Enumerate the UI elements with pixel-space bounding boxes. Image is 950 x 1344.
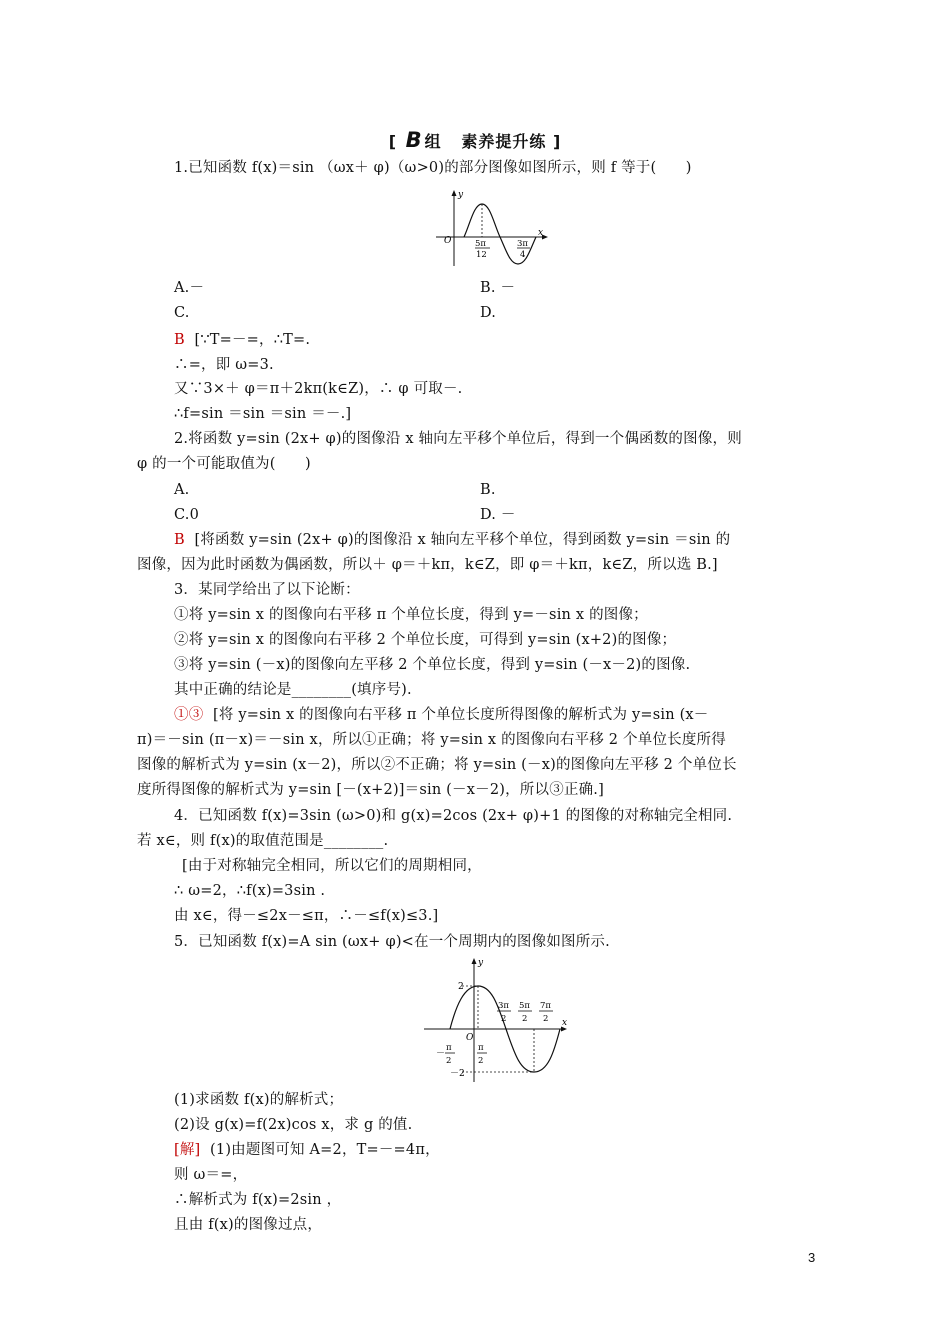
q5-x-label: x bbox=[562, 1018, 568, 1028]
q3-statement-2: ②将 y=sin x 的图像向右平移 2 个单位长度，可得到 y=sin (x+2)的图像； bbox=[174, 632, 677, 648]
q5-t2-den: 2 bbox=[522, 1014, 528, 1024]
q3-statement-1: ①将 y=sin x 的图像向右平移 π 个单位长度，得到 y=－sin x 的图像； bbox=[174, 607, 648, 623]
q3-answer-mark: ①③ bbox=[174, 707, 204, 723]
q3-stem: 3．某同学给出了以下论断： bbox=[174, 582, 360, 598]
q1-answer-mark: B bbox=[174, 332, 185, 348]
q1-solution-line1: B [∵T=－=，∴T=. bbox=[174, 332, 311, 348]
q1-solution-line3: 又∵3×＋ φ＝π＋2kπ(k∈Z)，∴ φ 可取－. bbox=[174, 381, 463, 397]
q4-stem-line1: 4．已知函数 f(x)=3sin (ω>0)和 g(x)=2cos (2x+ φ)+1 的图像的对称轴完全相同. bbox=[174, 808, 733, 824]
q4-solution-line3: 由 x∈，得－≤2x－≤π，∴－≤f(x)≤3.] bbox=[174, 908, 439, 924]
q5-graph bbox=[422, 956, 572, 1086]
q1-option-d: D. bbox=[480, 305, 497, 321]
header-bracket-open: [ bbox=[388, 132, 398, 151]
q5-solution-line3: ∴解析式为 f(x)=2sin ， bbox=[174, 1192, 342, 1208]
q3-solution-line2: π)＝－sin (π－x)＝－sin x，所以①正确；将 y=sin x 的图像向右平移 2 个单位长度所得 bbox=[137, 732, 726, 748]
q5-neg-sign: － bbox=[436, 1049, 446, 1059]
q3-statement-3: ③将 y=sin (－x)的图像向左平移 2 个单位长度，得到 y=sin (－x－2)的图像. bbox=[174, 657, 691, 673]
q1-stem: 1.已知函数 f(x)＝sin （ωx＋ φ)（ω>0)的部分图像如图所示，则 f 等于( ) bbox=[174, 160, 692, 176]
q5-y-label: y bbox=[478, 958, 484, 968]
q1-tick2-den: 4 bbox=[520, 250, 526, 260]
q5-origin: O bbox=[466, 1033, 474, 1043]
q1-y-label: y bbox=[458, 190, 464, 200]
q3-solution-line1: ①③ [将 y=sin x 的图像向右平移 π 个单位长度所得图像的解析式为 y=sin (x－ bbox=[174, 707, 709, 723]
q4-solution-line1: [由于对称轴完全相同，所以它们的周期相同， bbox=[182, 858, 482, 874]
group-text: 组 bbox=[424, 132, 442, 151]
q5-part1: (1)求函数 f(x)的解析式； bbox=[174, 1092, 344, 1108]
q2-option-d: D. － bbox=[480, 507, 516, 523]
q5-stem: 5．已知函数 f(x)=A sin (ωx+ φ)<在一个周期内的图像如图所示. bbox=[174, 934, 610, 950]
q5-t3-num: 7π bbox=[540, 1001, 551, 1011]
q3-solution-line4: 度所得图像的解析式为 y=sin [－(x+2)]＝sin (－x－2)，所以③正确.] bbox=[137, 782, 604, 798]
q5-neg-half-pi-den: 2 bbox=[446, 1056, 452, 1066]
q5-half-pi-num: π bbox=[478, 1043, 484, 1053]
q2-stem-line2: φ 的一个可能取值为( ) bbox=[137, 456, 311, 472]
q1-tick1-num: 5π bbox=[475, 239, 486, 249]
q1-solution-line2: ∴=，即 ω=3. bbox=[174, 357, 274, 373]
q1-origin: O bbox=[444, 236, 452, 246]
section-title: 素养提升练 bbox=[461, 132, 547, 151]
q5-part2: (2)设 g(x)=f(2x)cos x，求 g 的值. bbox=[174, 1117, 413, 1133]
q2-option-c: C.0 bbox=[174, 507, 200, 523]
q1-graph bbox=[432, 190, 552, 268]
q4-solution-line2: ∴ ω=2，∴f(x)=3sin . bbox=[174, 883, 326, 899]
q3-solution-line3: 图像的解析式为 y=sin (x－2)，所以②不正确；将 y=sin (－x)的图像向左平移 2 个单位长 bbox=[137, 757, 737, 773]
q5-answer-mark: [解] bbox=[174, 1142, 201, 1158]
group-letter: B bbox=[405, 128, 423, 152]
q2-option-b: B. bbox=[480, 482, 496, 498]
q5-t3-den: 2 bbox=[543, 1014, 549, 1024]
q5-t1-den: 2 bbox=[501, 1014, 507, 1024]
q5-solution-line1: [解] (1)由题图可知 A=2，T=－=4π， bbox=[174, 1142, 440, 1158]
q5-t2-num: 5π bbox=[519, 1001, 530, 1011]
q5-t1-num: 3π bbox=[498, 1001, 509, 1011]
header-bracket-close: ] bbox=[552, 132, 562, 151]
q1-x-label: x bbox=[538, 228, 544, 238]
page-number: 3 bbox=[808, 1250, 816, 1265]
q4-stem-line2: 若 x∈，则 f(x)的取值范围是________. bbox=[137, 833, 389, 849]
q5-y-top: 2 bbox=[458, 982, 464, 992]
q1-tick1-den: 12 bbox=[476, 250, 487, 260]
q1-option-c: C. bbox=[174, 305, 190, 321]
q5-y-bottom: －2 bbox=[450, 1069, 465, 1079]
q1-tick2-num: 3π bbox=[517, 239, 528, 249]
q1-option-a: A.－ bbox=[174, 280, 205, 296]
q5-solution-line2: 则 ω＝=， bbox=[174, 1167, 248, 1183]
q2-solution-line1: B [将函数 y=sin (2x+ φ)的图像沿 x 轴向左平移个单位，得到函数 y=sin ＝sin 的 bbox=[174, 532, 731, 548]
q5-half-pi-den: 2 bbox=[478, 1056, 484, 1066]
q1-solution-line4: ∴f=sin ＝sin ＝sin ＝－.] bbox=[174, 406, 352, 422]
q2-stem-line1: 2.将函数 y=sin (2x+ φ)的图像沿 x 轴向左平移个单位后，得到一个偶函数的图像，则 bbox=[174, 431, 742, 447]
q2-option-a: A. bbox=[174, 482, 190, 498]
q5-neg-half-pi-num: π bbox=[446, 1043, 452, 1053]
q1-option-b: B. － bbox=[480, 280, 516, 296]
section-header bbox=[0, 128, 950, 152]
q2-solution-line2: 图像，因为此时函数为偶函数，所以＋ φ＝＋kπ，k∈Z，即 φ＝＋kπ，k∈Z，所以选 B.] bbox=[137, 557, 718, 573]
q5-solution-line4: 且由 f(x)的图像过点， bbox=[174, 1217, 323, 1233]
q3-prompt: 其中正确的结论是________(填序号). bbox=[174, 682, 412, 698]
q2-answer-mark: B bbox=[174, 532, 185, 548]
